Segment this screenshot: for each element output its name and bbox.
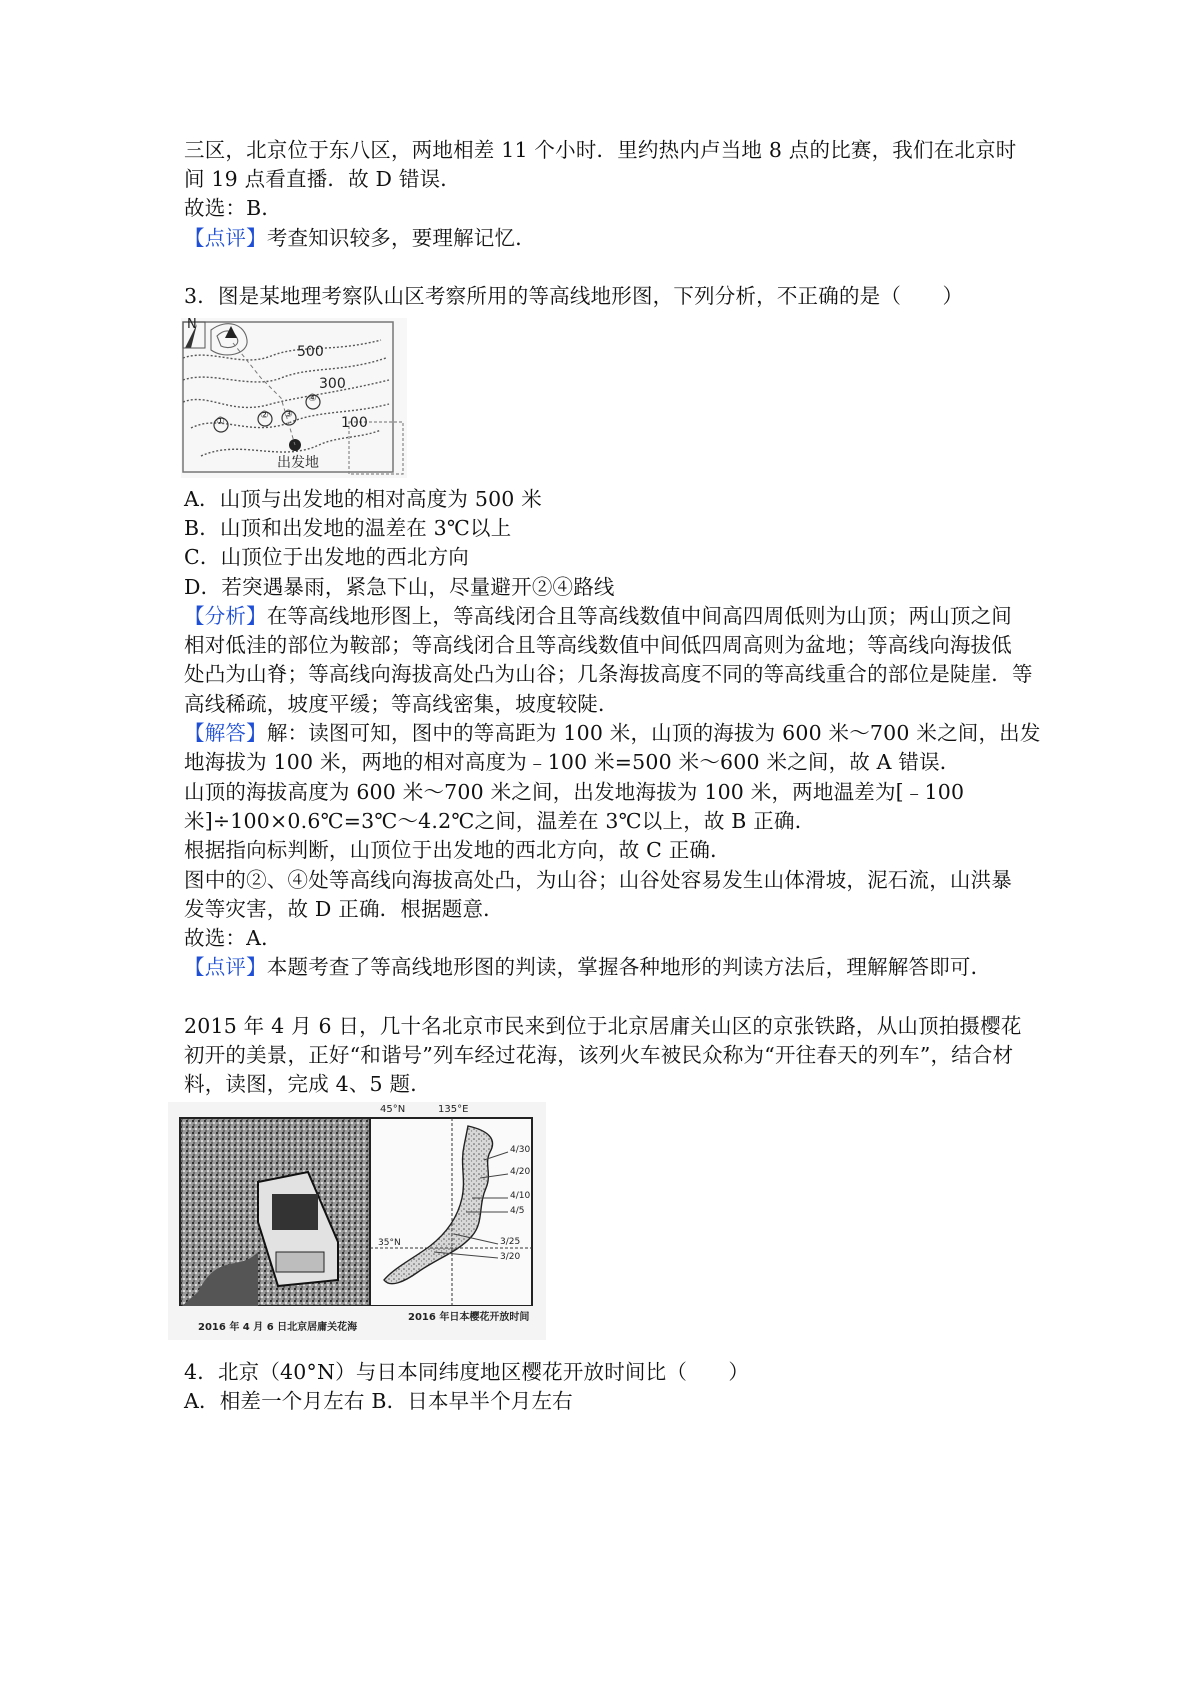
material-line: 料，读图，完成 4、5 题．	[184, 1072, 431, 1096]
date-label: 3/20	[500, 1252, 521, 1262]
comment-line	[184, 223, 536, 253]
lat-label-35: 35°N	[378, 1238, 401, 1248]
date-label: 4/20	[510, 1167, 531, 1177]
analysis-line: 处凸为山脊；等高线向海拔高处凸为山谷；几条海拔高度不同的等高线重合的部位是陡崖．等	[184, 662, 1033, 686]
solution-line: 山顶的海拔高度为 600 米～700 米之间，出发地海拔为 100 米，两地温差为[﹣100	[184, 780, 965, 804]
solution-line: 米]÷100×0.6℃=3℃～4.2℃之间，温差在 3℃以上，故 B 正确．	[184, 809, 816, 833]
solution-line: 图中的②、④处等高线向海拔高处凸，为山谷；山谷处容易发生山体滑坡，泥石流，山洪暴	[184, 868, 1012, 892]
north-label: N	[187, 318, 197, 332]
comment-text: 本题考查了等高线地形图的判读，掌握各种地形的判读方法后，理解解答即可．	[266, 955, 992, 979]
solution-tag: 【解答】	[184, 721, 267, 745]
solution-line: 根据指向标判断，山顶位于出发地的西北方向，故 C 正确．	[184, 838, 731, 862]
solution-text: 解：读图可知，图中的等高距为 100 米，山顶的海拔为 600 米～700 米之间，出发	[266, 721, 1041, 745]
analysis-tag: 【分析】	[184, 604, 267, 628]
paragraph-line: 间 19 点看直播．故 D 错误．	[184, 167, 461, 191]
contour-label-300: 300	[319, 376, 346, 392]
question-4-options: A．相差一个月左右 B．日本早半个月左右	[184, 1389, 573, 1413]
option-c: C．山顶位于出发地的西北方向	[184, 545, 469, 569]
cherry-blossom-figure	[168, 1102, 546, 1340]
solution-line	[184, 718, 1041, 748]
photo-caption: 2016 年 4 月 6 日北京居庸关花海	[198, 1322, 358, 1333]
date-label: 4/5	[510, 1206, 525, 1216]
cherry-blossom-drawing	[168, 1102, 546, 1340]
option-a: A．山顶与出发地的相对高度为 500 米	[184, 487, 542, 511]
date-label: 3/25	[500, 1237, 521, 1247]
comment-tag: 【点评】	[184, 955, 267, 979]
map-caption: 2016 年日本樱花开放时间	[408, 1312, 530, 1323]
analysis-line	[184, 601, 1012, 631]
comment-tag: 【点评】	[184, 226, 267, 250]
analysis-text: 在等高线地形图上，等高线闭合且等高线数值中间高四周低则为山顶；两山顶之间	[266, 604, 1013, 628]
route-mark-4: ④	[308, 393, 317, 404]
option-d: D．若突遇暴雨，紧急下山，尽量避开②④路线	[184, 575, 615, 599]
contour-map-figure	[181, 318, 407, 478]
question-3: 3．图是某地理考察队山区考察所用的等高线地形图，下列分析，不正确的是（ ）	[184, 284, 964, 308]
solution-line: 发等灾害，故 D 正确．根据题意．	[184, 897, 504, 921]
lon-label-135: 135°E	[438, 1104, 469, 1115]
question-4: 4．北京（40°N）与日本同纬度地区樱花开放时间比（ ）	[184, 1360, 750, 1384]
contour-label-500: 500	[297, 344, 324, 360]
solution-line: 地海拔为 100 米，两地的相对高度为﹣100 米=500 米～600 米之间，故 A 错误．	[184, 750, 961, 774]
route-mark-3: ③	[284, 409, 293, 420]
analysis-line: 相对低洼的部位为鞍部；等高线闭合且等高线数值中间低四周高则为盆地；等高线向海拔低	[184, 633, 1012, 657]
comment-line	[184, 952, 991, 982]
option-b: B．山顶和出发地的温差在 3℃以上	[184, 516, 512, 540]
solution-line: 故选：A．	[184, 926, 282, 950]
date-label: 4/30	[510, 1145, 531, 1155]
contour-label-100: 100	[341, 415, 368, 431]
date-label: 4/10	[510, 1191, 531, 1201]
route-mark-1: ①	[216, 416, 225, 427]
start-label: 出发地	[277, 455, 319, 471]
material-line: 初开的美景，正好“和谐号”列车经过花海，该列火车被民众称为“开往春天的列车”，结合材	[184, 1043, 1014, 1067]
lat-label-45: 45°N	[380, 1104, 406, 1115]
paragraph-line: 故选：B．	[184, 196, 283, 220]
material-line: 2015 年 4 月 6 日，几十名北京市民来到位于北京居庸关山区的京张铁路，从山顶拍摄樱花	[184, 1014, 1022, 1038]
comment-text: 考查知识较多，要理解记忆．	[266, 226, 536, 250]
route-mark-2: ②	[260, 410, 269, 421]
analysis-line: 高线稀疏，坡度平缓；等高线密集，坡度较陡．	[184, 692, 619, 716]
paragraph-line: 三区，北京位于东八区，两地相差 11 个小时．里约热内卢当地 8 点的比赛，我们在北京时	[184, 138, 1017, 162]
